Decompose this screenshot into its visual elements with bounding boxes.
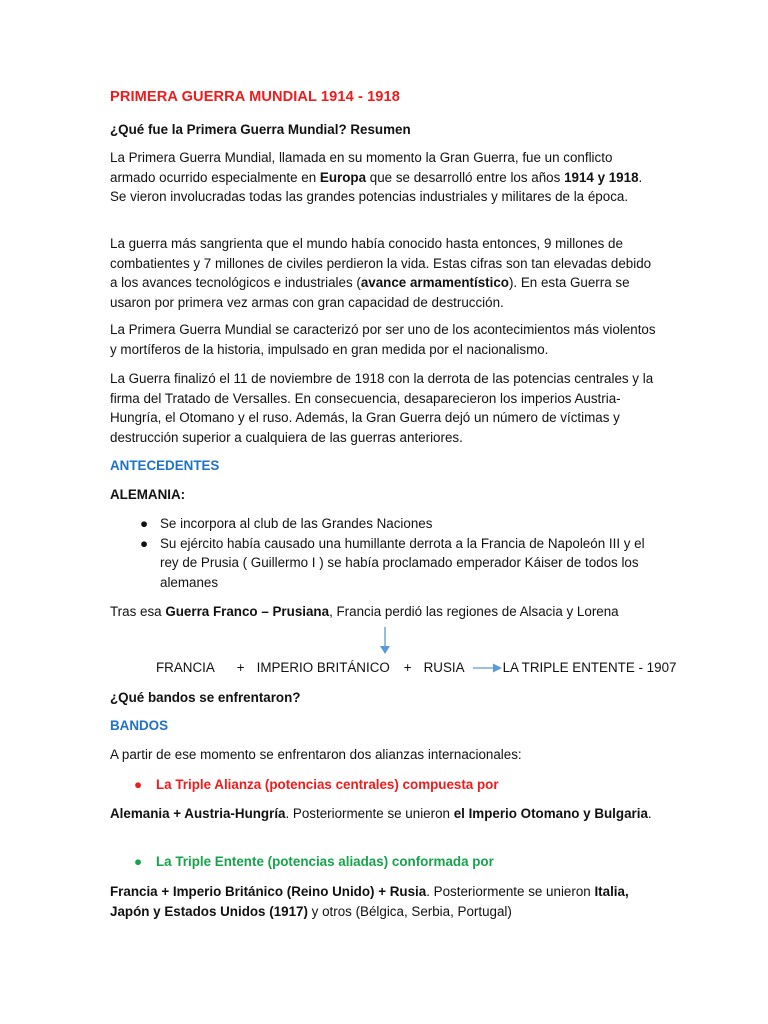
formula-francia: FRANCIA [156,660,215,675]
list-item-text: Su ejército había causado una humillante derrota a la Francia de Napoleón III y el rey de Prusia ( Guillermo I ) se había proclamado emperador Káiser de todos los alemanes [160,535,645,590]
bold-armamentistico: avance armamentístico [360,275,509,291]
bold-entente-later: Italia, Japón y Estados Unidos (1917) [110,884,629,919]
formula-plus: + [403,660,412,675]
arrow-down-icon [377,627,393,655]
section-heading-antecedentes: ANTECEDENTES [110,458,220,473]
arrow-right-icon [473,663,503,673]
bold-years: 1914 y 1918 [564,169,639,185]
paragraph-text: . Se vieron involucradas todas las grandes potencias industriales y militares de la época. [110,169,643,205]
bold-europa: Europa [319,169,367,185]
bold-entente-founders: Francia + Imperio Británico (Reino Unido) + Rusia [110,884,427,899]
paragraph-alianza-members [110,804,658,824]
list-item [134,514,658,534]
paragraph-alianzas: A partir de ese momento se enfrentaron dos alianzas internacionales: [110,747,522,762]
alemania-bullet-list [134,514,658,592]
list-item-text: La Triple Alianza (potencias centrales) compuesta por [156,777,499,792]
bullet-icon: ● [134,777,143,792]
paragraph-text: ). En esta Guerra se usaron por primera vez armas con gran capacidad de destrucción. [110,275,630,310]
subheading-bandos-question: ¿Qué bandos se enfrentaron? [110,690,301,705]
triple-entente-formula [156,658,676,678]
formula-rusia: RUSIA [423,660,465,675]
section-heading-bandos: BANDOS [110,718,169,733]
paragraph-text: La Primera Guerra Mundial, llamada en su momento la Gran Guerra, fue un conflicto armado ocurrido especialmente en [110,150,613,185]
bullet-icon: ● [140,535,149,551]
paragraph-text: y otros (Bélgica, Serbia, Portugal) [307,903,512,919]
list-item-text: Se incorpora al club de las Grandes Naciones [160,516,433,531]
paragraph-franco-prusiana [110,602,658,622]
paragraph-casualties [110,234,658,312]
paragraph-end-of-war: La Guerra finalizó el 11 de noviembre de 1918 con la derrota de las potencias centrales y la firma del Tratado de Versalles. En consecuencia, desaparecieron los imperios Austria-Hungría, el Otomano y el ruso. Además, la Gran Guerra dejó un número de víctimas y destrucción superior a cualquiera de las guerras anteriores. [110,371,654,445]
list-item-triple-entente [134,852,682,872]
paragraph-text: . [647,806,652,821]
paragraph-text: , Francia perdió las regiones de Alsacia y Lorena [329,604,619,619]
bullet-icon: ● [140,516,149,531]
formula-result: LA TRIPLE ENTENTE - 1907 [502,660,677,675]
list-item-text: La Triple Entente (potencias aliadas) conformada por [156,854,494,869]
formula-plus: + [236,660,245,675]
paragraph-text: . Posteriormente se unieron [285,806,454,821]
bold-alianza-founders: Alemania + Austria-Hungría [110,806,286,821]
bullet-icon: ● [134,854,143,869]
heading-alemania: ALEMANIA: [110,487,186,502]
bold-guerra-franco-prusiana: Guerra Franco – Prusiana [165,604,330,619]
list-item [134,534,658,593]
paragraph-text: que se desarrolló entre los años [366,169,565,185]
paragraph-text: . Posteriormente se unieron [426,884,595,899]
paragraph-nationalism: La Primera Guerra Mundial se caracterizó por ser uno de los acontecimientos más violentos y mortíferos de la historia, impulsado en gran medida por el nacionalismo. [110,322,656,357]
paragraph-text: Tras esa [110,604,166,619]
bold-alianza-later: el Imperio Otomano y Bulgaria [453,806,648,821]
page-title: PRIMERA GUERRA MUNDIAL 1914 - 1918 [110,89,400,105]
list-item-triple-alianza [134,775,682,795]
paragraph-intro [110,148,658,207]
formula-imperio-britanico: IMPERIO BRITÁNICO [256,660,390,675]
subheading-resumen: ¿Qué fue la Primera Guerra Mundial? Resumen [110,122,411,137]
paragraph-text: La guerra más sangrienta que el mundo había conocido hasta entonces, 9 millones de combatientes y 7 millones de civiles perdieron la vida. Estas cifras son tan elevadas debido a los avances tecnológicos e industriales ( [110,236,652,291]
paragraph-entente-members [110,882,658,921]
